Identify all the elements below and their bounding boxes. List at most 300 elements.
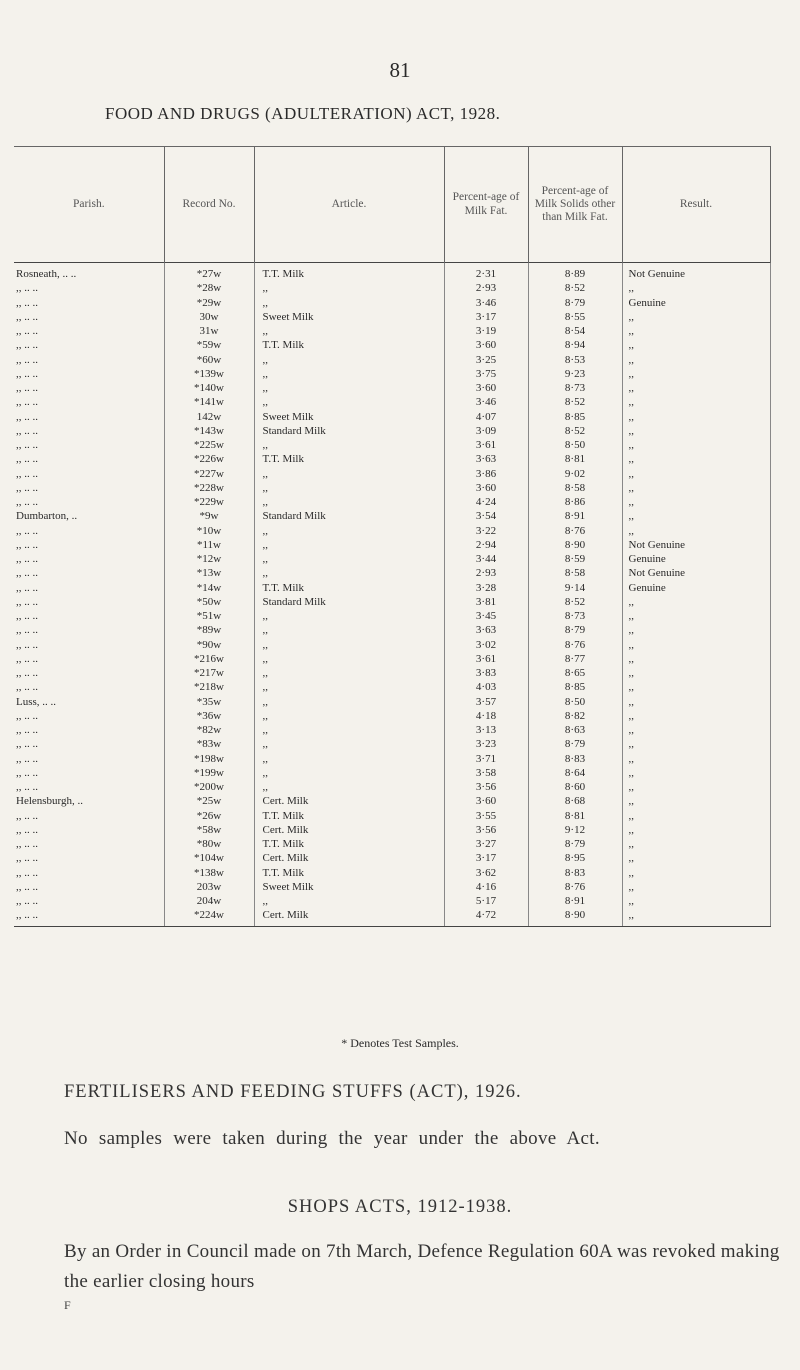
cell-milk-solids: 8·52: [528, 281, 622, 295]
cell-article: ,,: [254, 467, 444, 481]
page-number: 81: [389, 58, 411, 82]
cell-record: *138w: [164, 866, 254, 880]
cell-milk-fat: 2·93: [444, 281, 528, 295]
cell-article: ,,: [254, 324, 444, 338]
cell-result: ,,: [622, 837, 770, 851]
cell-parish: ,, .. ..: [16, 681, 38, 694]
cell-milk-solids: 8·81: [528, 809, 622, 823]
cell-parish: ,, .. ..: [16, 296, 38, 309]
cell-milk-solids: 8·73: [528, 609, 622, 623]
cell-result: ,,: [622, 395, 770, 409]
cell-record: *13w: [164, 566, 254, 580]
cell-record: *10w: [164, 524, 254, 538]
cell-parish: ,, .. ..: [16, 852, 38, 865]
cell-result: ,,: [622, 310, 770, 324]
cell-milk-fat: 3·86: [444, 467, 528, 481]
cell-milk-fat: 3·46: [444, 395, 528, 409]
cell-record: *139w: [164, 367, 254, 381]
cell-parish: ,, .. ..: [16, 781, 38, 793]
cell-article: ,,: [254, 481, 444, 495]
cell-milk-solids: 8·79: [528, 837, 622, 851]
table-row: [14, 695, 770, 709]
cell-parish: Helensburgh, ..: [16, 795, 84, 808]
table-row: [14, 524, 770, 538]
cell-parish: ,, .. ..: [16, 439, 38, 451]
fertilisers-text: No samples were taken during the year under the above Act.: [64, 1128, 600, 1149]
cell-record: *225w: [164, 438, 254, 452]
cell-parish: ,, .. ..: [16, 553, 38, 565]
cell-record: *26w: [164, 809, 254, 823]
cell-article: Standard Milk: [254, 509, 444, 523]
cell-milk-fat: 4·16: [444, 880, 528, 894]
cell-result: ,,: [622, 908, 770, 926]
cell-result: ,,: [622, 467, 770, 481]
cell-record: *14w: [164, 581, 254, 595]
cell-result: ,,: [622, 695, 770, 709]
table-row: [14, 581, 770, 595]
table-row: [14, 263, 770, 282]
cell-record: 204w: [164, 894, 254, 908]
cell-milk-fat: 3·44: [444, 552, 528, 566]
cell-article: ,,: [254, 353, 444, 367]
table-row: [14, 281, 770, 295]
cell-record: 31w: [164, 324, 254, 338]
cell-milk-solids: 8·83: [528, 866, 622, 880]
table-row: [14, 666, 770, 680]
cell-record: *29w: [164, 296, 254, 310]
cell-milk-fat: 3·63: [444, 452, 528, 466]
cell-milk-solids: 8·82: [528, 709, 622, 723]
table-row: [14, 495, 770, 509]
cell-parish: Dumbarton, ..: [16, 510, 78, 523]
cell-milk-solids: 8·95: [528, 851, 622, 865]
cell-article: Standard Milk: [254, 424, 444, 438]
cell-milk-fat: 3·56: [444, 780, 528, 794]
cell-milk-solids: 8·58: [528, 481, 622, 495]
cell-milk-fat: 3·02: [444, 638, 528, 652]
cell-record: *140w: [164, 381, 254, 395]
cell-milk-solids: 8·79: [528, 737, 622, 751]
cell-result: Genuine: [622, 581, 770, 595]
cell-article: ,,: [254, 438, 444, 452]
footnote: * Denotes Test Samples.: [341, 1036, 459, 1050]
cell-record: *229w: [164, 495, 254, 509]
header-record: Record No.: [164, 147, 254, 263]
cell-parish: ,, .. ..: [16, 396, 38, 409]
cell-result: ,,: [622, 524, 770, 538]
cell-result: ,,: [622, 609, 770, 623]
cell-milk-solids: 9·23: [528, 367, 622, 381]
page-heading: FOOD AND DRUGS (ADULTERATION) ACT, 1928.: [105, 104, 501, 123]
table-row: [14, 866, 770, 880]
cell-result: ,,: [622, 880, 770, 894]
cell-milk-solids: 8·85: [528, 680, 622, 694]
cell-record: *200w: [164, 780, 254, 794]
cell-milk-solids: 8·53: [528, 353, 622, 367]
cell-milk-solids: 8·83: [528, 752, 622, 766]
cell-article: Cert. Milk: [254, 851, 444, 865]
cell-record: *36w: [164, 709, 254, 723]
cell-parish: ,, .. ..: [16, 467, 38, 480]
cell-milk-fat: 3·60: [444, 381, 528, 395]
cell-result: ,,: [622, 495, 770, 509]
cell-milk-fat: 3·62: [444, 866, 528, 880]
cell-result: ,,: [622, 866, 770, 880]
cell-result: ,,: [622, 680, 770, 694]
cell-milk-fat: 3·75: [444, 367, 528, 381]
cell-record: *227w: [164, 467, 254, 481]
cell-record: *83w: [164, 737, 254, 751]
cell-milk-fat: 3·28: [444, 581, 528, 595]
cell-result: ,,: [622, 324, 770, 338]
cell-milk-solids: 9·02: [528, 467, 622, 481]
cell-parish: ,, .. ..: [16, 453, 38, 466]
cell-result: ,,: [622, 638, 770, 652]
table-row: [14, 623, 770, 637]
table-row: [14, 353, 770, 367]
cell-result: Genuine: [622, 296, 770, 310]
cell-milk-fat: 3·25: [444, 353, 528, 367]
cell-result: ,,: [622, 367, 770, 381]
shops-title: SHOPS ACTS, 1912-1938.: [287, 1197, 513, 1217]
cell-record: *50w: [164, 595, 254, 609]
cell-milk-solids: 8·94: [528, 338, 622, 352]
table-row: [14, 538, 770, 552]
cell-parish: ,, .. ..: [16, 282, 38, 295]
cell-milk-fat: 3·83: [444, 666, 528, 680]
table-row: [14, 310, 770, 324]
cell-record: *218w: [164, 680, 254, 694]
cell-milk-fat: 4·07: [444, 410, 528, 424]
table-row: [14, 395, 770, 409]
cell-article: ,,: [254, 709, 444, 723]
cell-parish: ,, .. ..: [16, 424, 38, 437]
cell-parish: ,, .. ..: [16, 610, 38, 622]
cell-milk-fat: 5·17: [444, 894, 528, 908]
cell-milk-solids: 8·79: [528, 296, 622, 310]
cell-milk-solids: 8·52: [528, 424, 622, 438]
cell-parish: ,, .. ..: [16, 652, 38, 665]
cell-article: ,,: [254, 296, 444, 310]
table-row: [14, 324, 770, 338]
cell-parish: ,, .. ..: [16, 895, 38, 907]
cell-milk-solids: 8·65: [528, 666, 622, 680]
cell-milk-fat: 3·81: [444, 595, 528, 609]
cell-milk-solids: 8·58: [528, 566, 622, 580]
cell-article: T.T. Milk: [254, 809, 444, 823]
cell-result: ,,: [622, 652, 770, 666]
samples-table-container: [14, 146, 770, 927]
cell-record: *228w: [164, 481, 254, 495]
table-row: [14, 837, 770, 851]
table-row: [14, 709, 770, 723]
cell-record: *217w: [164, 666, 254, 680]
cell-article: ,,: [254, 695, 444, 709]
table-header-row: [14, 147, 770, 263]
cell-article: ,,: [254, 495, 444, 509]
cell-parish: ,, .. ..: [16, 709, 38, 722]
table-row: [14, 723, 770, 737]
cell-milk-solids: 8·79: [528, 623, 622, 637]
cell-record: *27w: [164, 263, 254, 282]
cell-milk-solids: 8·89: [528, 263, 622, 282]
cell-record: *198w: [164, 752, 254, 766]
cell-parish: ,, .. ..: [16, 567, 38, 580]
table-row: [14, 780, 770, 794]
cell-milk-fat: 3·27: [444, 837, 528, 851]
cell-milk-fat: 3·54: [444, 509, 528, 523]
cell-parish: ,, .. ..: [16, 410, 38, 423]
cell-milk-fat: 3·17: [444, 310, 528, 324]
cell-milk-solids: 8·73: [528, 381, 622, 395]
fertilisers-title: FERTILISERS AND FEEDING STUFFS (ACT), 1926.: [64, 1082, 522, 1102]
cell-result: ,,: [622, 752, 770, 766]
cell-result: ,,: [622, 424, 770, 438]
cell-milk-fat: 3·46: [444, 296, 528, 310]
cell-parish: ,, .. ..: [16, 538, 38, 551]
cell-parish: ,, .. ..: [16, 382, 38, 394]
cell-record: *199w: [164, 766, 254, 780]
table-row: [14, 908, 770, 926]
cell-milk-solids: 8·77: [528, 652, 622, 666]
cell-result: ,,: [622, 766, 770, 780]
table-row: [14, 609, 770, 623]
cell-milk-fat: 3·60: [444, 794, 528, 808]
cell-milk-fat: 3·22: [444, 524, 528, 538]
cell-record: *141w: [164, 395, 254, 409]
cell-result: ,,: [622, 410, 770, 424]
cell-milk-fat: 3·45: [444, 609, 528, 623]
cell-article: ,,: [254, 680, 444, 694]
cell-result: Not Genuine: [622, 538, 770, 552]
cell-result: ,,: [622, 723, 770, 737]
cell-record: *104w: [164, 851, 254, 865]
table-row: [14, 552, 770, 566]
cell-result: ,,: [622, 737, 770, 751]
cell-milk-fat: 3·60: [444, 481, 528, 495]
cell-parish: ,, .. ..: [16, 838, 38, 850]
samples-table: [14, 146, 771, 927]
cell-result: Not Genuine: [622, 263, 770, 282]
cell-milk-solids: 8·76: [528, 638, 622, 652]
table-row: [14, 823, 770, 837]
cell-record: 30w: [164, 310, 254, 324]
cell-milk-fat: 3·60: [444, 338, 528, 352]
table-row: [14, 752, 770, 766]
table-row: [14, 638, 770, 652]
cell-article: T.T. Milk: [254, 581, 444, 595]
cell-article: ,,: [254, 638, 444, 652]
cell-parish: ,, .. ..: [16, 310, 38, 323]
cell-milk-fat: 3·13: [444, 723, 528, 737]
cell-article: ,,: [254, 766, 444, 780]
cell-result: ,,: [622, 452, 770, 466]
cell-record: *28w: [164, 281, 254, 295]
table-row: [14, 410, 770, 424]
cell-article: Sweet Milk: [254, 310, 444, 324]
cell-parish: ,, .. ..: [16, 866, 38, 879]
cell-article: Standard Milk: [254, 595, 444, 609]
cell-parish: Luss, .. ..: [16, 695, 57, 708]
header-article: Article.: [254, 147, 444, 263]
cell-result: ,,: [622, 809, 770, 823]
cell-milk-fat: 3·09: [444, 424, 528, 438]
cell-result: ,,: [622, 509, 770, 523]
cell-milk-fat: 2·31: [444, 263, 528, 282]
cell-article: Sweet Milk: [254, 410, 444, 424]
cell-record: *60w: [164, 353, 254, 367]
cell-result: ,,: [622, 794, 770, 808]
cell-parish: ,, .. ..: [16, 339, 38, 352]
cell-parish: ,, .. ..: [14, 908, 164, 926]
cell-record: *51w: [164, 609, 254, 623]
cell-record: *58w: [164, 823, 254, 837]
cell-record: 203w: [164, 880, 254, 894]
header-milk-fat: Percent-age of Milk Fat.: [444, 147, 528, 263]
cell-article: T.T. Milk: [254, 338, 444, 352]
table-row: [14, 424, 770, 438]
cell-parish: ,, .. ..: [16, 496, 38, 508]
cell-article: ,,: [254, 524, 444, 538]
cell-record: 142w: [164, 410, 254, 424]
cell-article: ,,: [254, 623, 444, 637]
cell-record: *9w: [164, 509, 254, 523]
cell-milk-solids: 8·50: [528, 438, 622, 452]
cell-result: ,,: [622, 595, 770, 609]
cell-parish: ,, .. ..: [16, 481, 38, 494]
cell-milk-solids: 8·85: [528, 410, 622, 424]
cell-milk-fat: 3·58: [444, 766, 528, 780]
cell-result: ,,: [622, 851, 770, 865]
cell-article: T.T. Milk: [254, 866, 444, 880]
cell-result: ,,: [622, 623, 770, 637]
header-milk-solids: Percent-age of Milk Solids other than Milk Fat.: [528, 147, 622, 263]
cell-parish: ,, .. ..: [16, 367, 38, 380]
cell-parish: ,, .. ..: [16, 809, 38, 822]
cell-milk-fat: 3·56: [444, 823, 528, 837]
cell-result: ,,: [622, 780, 770, 794]
cell-milk-solids: 9·14: [528, 581, 622, 595]
cell-record: *35w: [164, 695, 254, 709]
table-row: [14, 851, 770, 865]
table-row: [14, 296, 770, 310]
cell-milk-solids: 8·60: [528, 780, 622, 794]
cell-article: ,,: [254, 752, 444, 766]
cell-article: Cert. Milk: [254, 823, 444, 837]
cell-record: *224w: [164, 908, 254, 926]
cell-result: ,,: [622, 709, 770, 723]
cell-parish: ,, .. ..: [16, 752, 38, 765]
cell-article: ,,: [254, 723, 444, 737]
table-row: [14, 381, 770, 395]
cell-record: *143w: [164, 424, 254, 438]
cell-parish: ,, .. ..: [16, 738, 38, 751]
cell-milk-solids: 8·50: [528, 695, 622, 709]
cell-article: ,,: [254, 552, 444, 566]
cell-milk-solids: 8·76: [528, 524, 622, 538]
table-row: [14, 809, 770, 823]
table-row: [14, 766, 770, 780]
cell-milk-solids: 8·86: [528, 495, 622, 509]
table-row: [14, 880, 770, 894]
cell-record: *89w: [164, 623, 254, 637]
cell-milk-solids: 8·68: [528, 794, 622, 808]
cell-milk-solids: 8·52: [528, 395, 622, 409]
cell-milk-fat: 4·24: [444, 495, 528, 509]
table-row: [14, 452, 770, 466]
table-body: [14, 263, 770, 927]
cell-parish: ,, .. ..: [16, 624, 38, 637]
cell-parish: ,, .. ..: [16, 823, 38, 836]
cell-result: ,,: [622, 481, 770, 495]
cell-article: ,,: [254, 381, 444, 395]
cell-article: ,,: [254, 666, 444, 680]
cell-result: ,,: [622, 823, 770, 837]
cell-milk-solids: 8·59: [528, 552, 622, 566]
cell-milk-solids: 9·12: [528, 823, 622, 837]
cell-milk-solids: 8·91: [528, 894, 622, 908]
cell-article: ,,: [254, 566, 444, 580]
cell-parish: ,, .. ..: [16, 524, 38, 537]
cell-article: ,,: [254, 894, 444, 908]
cell-result: ,,: [622, 281, 770, 295]
cell-result: ,,: [622, 338, 770, 352]
table-row: [14, 481, 770, 495]
header-parish: Parish.: [14, 147, 164, 263]
cell-milk-fat: 3·19: [444, 324, 528, 338]
cell-parish: ,, .. ..: [16, 353, 38, 366]
cell-article: ,,: [254, 737, 444, 751]
cell-article: ,,: [254, 538, 444, 552]
cell-record: *59w: [164, 338, 254, 352]
table-row: [14, 737, 770, 751]
cell-parish: ,, .. ..: [16, 325, 38, 337]
cell-milk-fat: 2·94: [444, 538, 528, 552]
cell-milk-fat: 3·17: [444, 851, 528, 865]
cell-record: *82w: [164, 723, 254, 737]
cell-result: Not Genuine: [622, 566, 770, 580]
cell-parish: Rosneath, .. ..: [16, 268, 77, 280]
cell-parish: ,, .. ..: [16, 667, 38, 679]
cell-article: Cert. Milk: [254, 908, 444, 926]
cell-milk-solids: 8·76: [528, 880, 622, 894]
cell-milk-fat: 3·55: [444, 809, 528, 823]
cell-article: ,,: [254, 652, 444, 666]
cell-milk-solids: 8·63: [528, 723, 622, 737]
cell-article: T.T. Milk: [254, 452, 444, 466]
cell-milk-fat: 3·57: [444, 695, 528, 709]
cell-article: ,,: [254, 609, 444, 623]
table-row: [14, 680, 770, 694]
table-row: [14, 367, 770, 381]
cell-milk-fat: 3·61: [444, 438, 528, 452]
cell-article: Sweet Milk: [254, 880, 444, 894]
cell-milk-solids: 8·91: [528, 509, 622, 523]
table-row: [14, 338, 770, 352]
cell-milk-fat: 3·63: [444, 623, 528, 637]
cell-article: ,,: [254, 780, 444, 794]
cell-result: ,,: [622, 381, 770, 395]
cell-milk-fat: 4·72: [444, 908, 528, 926]
table-row: [14, 467, 770, 481]
cell-parish: ,, .. ..: [16, 581, 38, 594]
cell-record: *90w: [164, 638, 254, 652]
shops-text: By an Order in Council made on 7th March, Defence Regulation 60A was revoked making the earlier closing hours: [64, 1241, 780, 1292]
cell-record: *11w: [164, 538, 254, 552]
cell-milk-solids: 8·64: [528, 766, 622, 780]
cell-result: ,,: [622, 438, 770, 452]
cell-milk-fat: 3·71: [444, 752, 528, 766]
